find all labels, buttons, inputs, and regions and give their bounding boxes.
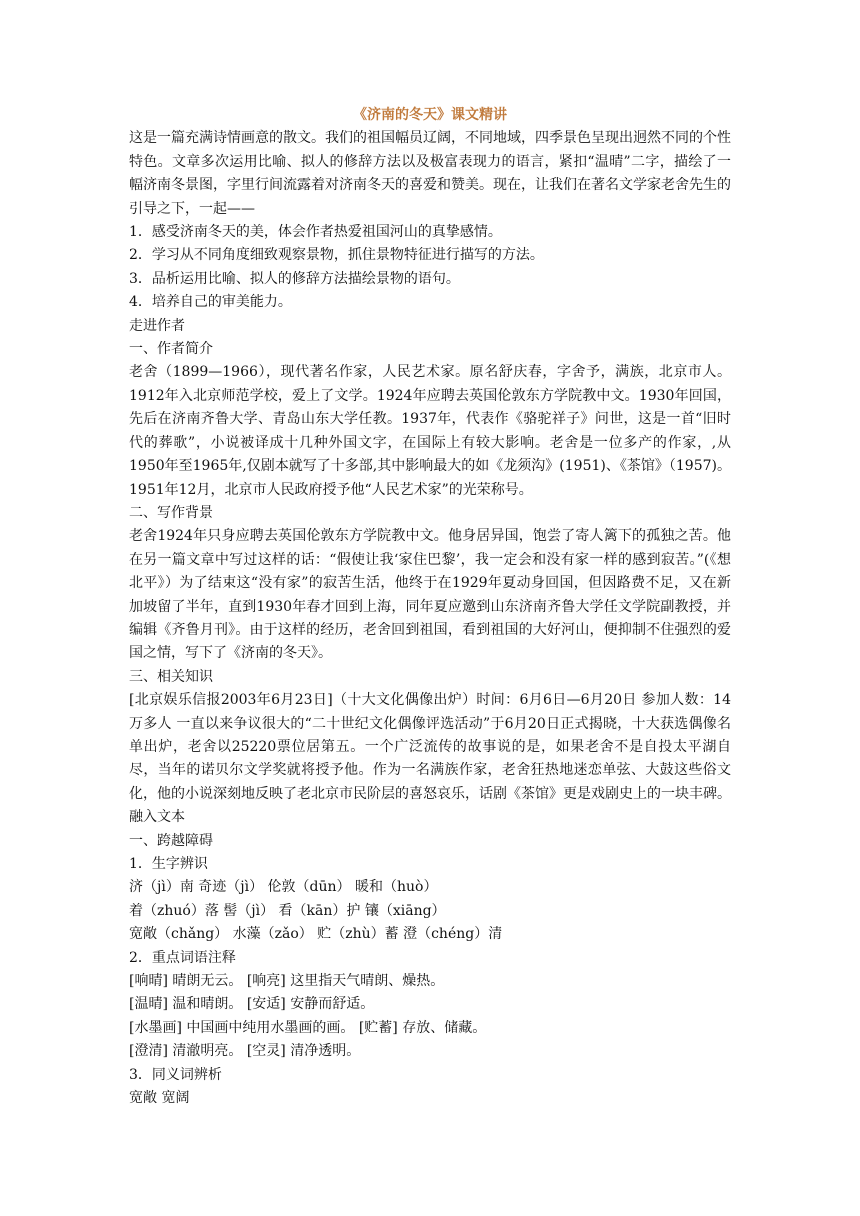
- word-note-line: [水墨画] 中国画中纯用水墨画的画。 [贮蓄] 存放、储藏。: [129, 1019, 487, 1036]
- heading-knowledge: 三、相关知识: [129, 668, 213, 685]
- word-note-line: [响晴] 晴朗无云。 [响亮] 这里指天气晴朗、燥热。: [129, 973, 445, 990]
- character-line: 宽敞（chǎng） 水藻（zǎo） 贮（zhù）蓄 澄（chéng）清: [129, 926, 503, 943]
- heading-characters: 1．生字辨识: [129, 856, 208, 872]
- heading-author-intro: 一、作者简介: [129, 341, 213, 358]
- heading-background: 二、写作背景: [129, 504, 213, 521]
- character-line: 济（jì）南 奇迹（jì） 伦敦（dūn） 暖和（huò）: [129, 879, 438, 896]
- goal-item: 4．培养自己的审美能力。: [129, 294, 292, 311]
- heading-synonyms: 3．同义词辨析: [129, 1066, 222, 1083]
- background-paragraph: 老舍1924年只身应聘去英国伦敦东方学院教中文。他身居异国，饱尝了寄人篱下的孤独之苦。他在另一篇文章中写过这样的话：“假使让我‘家住巴黎’，我一定会和没有家一样的感到寂苦。”(《想北平》）为了结束这“没有家”的寂苦生活，他终于在1929年夏动身回国，但因路费不足，又在新加坡留了半年，直到1930年春才回到上海，同年夏应邀到山东济南齐鲁大学任文学院副教授，并编辑《齐鲁月刊》。由于这样的经历，老舍回到祖国，看到祖国的大好河山，便抑制不住强烈的爱国之情，写下了《济南的冬天》。: [129, 528, 731, 662]
- intro-paragraph: 这是一篇充满诗情画意的散文。我们的祖国幅员辽阔，不同地域，四季景色呈现出迥然不同的个性特色。文章多次运用比喻、拟人的修辞方法以及极富表现力的语言，紧扣“温晴”二字，描绘了一幅济南冬景图，字里行间流露着对济南冬天的喜爱和赞美。现在，让我们在著名文学家老舍先生的引导之下，一起——: [129, 130, 731, 217]
- word-note-line: [温晴] 温和晴朗。 [安适] 安静而舒适。: [129, 996, 375, 1013]
- knowledge-paragraph: [北京娱乐信报2003年6月23日]（十大文化偶像出炉）时间：6月6日—6月20日 参加人数：14万多人 一直以来争议很大的“二十世纪文化偶像评选活动”于6月20日正式揭晓，十大获选偶像名单出炉，老舍以25220票位居第五。一个广泛流传的故事说的是，如果老舍不是自投太平湖自尽，当年的诺贝尔文学奖就将授予他。作为一名满族作家，老舍狂热地迷恋单弦、大鼓这些俗文化，他的小说深刻地反映了老北京市民阶层的喜怒哀乐，话剧《茶馆》更是戏剧史上的一块丰碑。: [129, 692, 731, 802]
- document-page: [129, 104, 731, 1110]
- author-paragraph: 老舍（1899—1966），现代著名作家，人民艺术家。原名舒庆春，字舍予，满族，北京市人。1912年入北京师范学校，爱上了文学。1924年应聘去英国伦敦东方学院教中文。1930年回国，先后在济南齐鲁大学、青岛山东大学任教。1937年，代表作《骆驼祥子》问世，这是一首“旧时代的葬歌”，小说被译成十几种外国文字，在国际上有较大影响。老舍是一位多产的作家，,从1950年至1965年,仅剧本就写了十多部,其中影响最大的如《龙须沟》(1951)、《茶馆》（1957)。1951年12月，北京市人民政府授予他“人民艺术家”的光荣称号。: [129, 364, 731, 498]
- heading-obstacles: 一、跨越障碍: [129, 832, 213, 849]
- section-heading-text: 融入文本: [129, 809, 185, 826]
- goal-item: 3．品析运用比喻、拟人的修辞方法描绘景物的语句。: [129, 270, 460, 287]
- section-heading-author: 走进作者: [129, 317, 185, 334]
- heading-key-words: 2．重点词语注释: [129, 949, 236, 966]
- document-title: 《济南的冬天》课文精讲: [353, 107, 507, 123]
- goal-item: 2．学习从不同角度细致观察景物，抓住景物特征进行描写的方法。: [129, 247, 544, 264]
- word-note-line: [澄清] 清澈明亮。 [空灵] 清净透明。: [129, 1043, 361, 1060]
- synonym-line: 宽敞 宽阔: [129, 1090, 190, 1107]
- goal-item: 1．感受济南冬天的美，体会作者热爱祖国河山的真挚感情。: [129, 224, 502, 241]
- character-line: 着（zhuó）落 髻（jì） 看（kān）护 镶（xiāng）: [129, 902, 446, 919]
